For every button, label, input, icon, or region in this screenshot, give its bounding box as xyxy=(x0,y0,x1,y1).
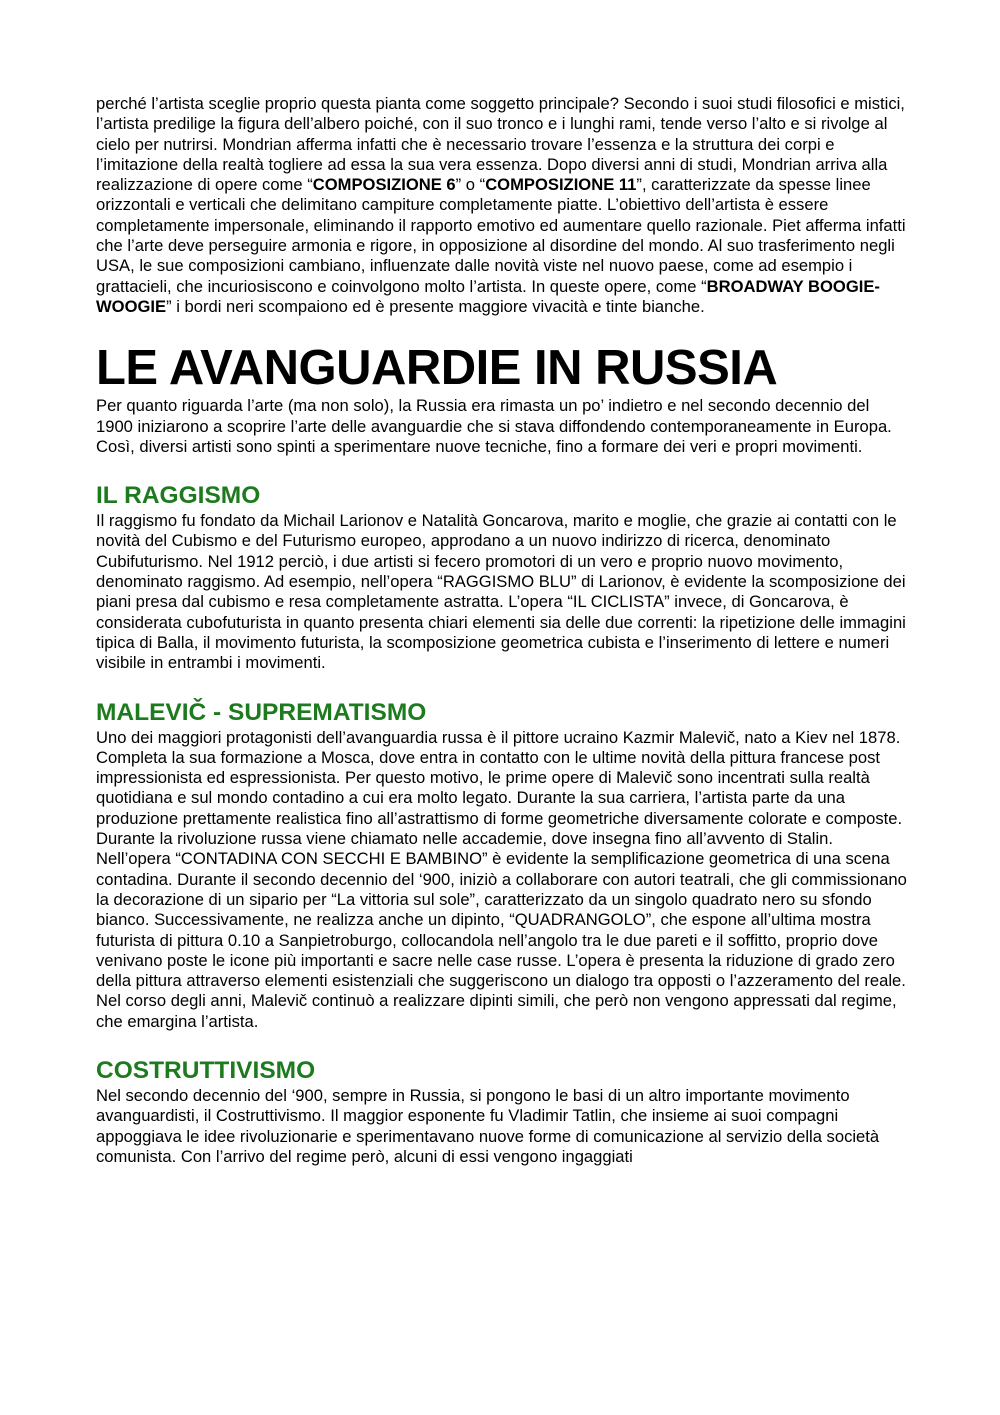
intro-text-2: ” o “ xyxy=(455,175,486,195)
section-body-costruttivismo: Nel secondo decennio del ‘900, sempre in Russia, si pongono le basi di un altro importante movimento avanguardisti, il Costruttivismo. Il maggior esponente fu Vladimir Tatlin, che insieme ai suoi compagni appoggiava le idee rivoluzionarie e sperimentavano nuove forme di comunicazione al servizio della società comunista. Con l’arrivo del regime però, alcuni di essi vengono ingaggiati xyxy=(96,1085,880,1166)
section-body-suprematismo: Uno dei maggiori protagonisti dell’avanguardia russa è il pittore ucraino Kazmir Malevič, nato a Kiev nel 1878. Completa la sua formazione a Mosca, dove entra in contatto con le ultime novità della pittura francese post impressionista ed espressionista. Per questo motivo, le prime opere di Malevič sono incentrati sulla realtà quotidiana e sul mondo contadino a cui era molto legato. Durante la sua carriera, l’artista parte da una produzione prettamente realistica fino all’astrattismo di forme geometriche diversamente colorate e composte. Durante la rivoluzione russa viene chiamato nelle accademie, dove insegna fino all’avvento di Stalin. Nell’opera “CONTADINA CON SECCHI E BAMBINO” è evidente la semplificazione geometrica di una scena contadina. Durante il secondo decennio del ‘900, iniziò a collaborare con autori teatrali, che gli commissionano la decorazione di un sipario per “La vittoria sul sole”, caratterizzato da un singolo quadrato nero su sfondo bianco. Successivamente, ne realizza anche un dipinto, “QUADRANGOLO”, che espone all’ultima mostra futurista di pittura 0.10 a Sanpietroburgo, collocandola nell’angolo tra le due pareti e il soffitto, proprio dove venivano poste le icone più importanti e sacre nelle case russe. L’opera è presenta la riduzione di grado zero della pittura attraverso elementi esistenziali che suggeriscono un dialogo tra opposti o l’azzeramento del reale. Nel corso degli anni, Malevič continuò a realizzare dipinti simili, che però non vengono appressati dal regime, che emargina l’artista. xyxy=(96,727,907,1031)
intro-text-1: perché l’artista sceglie proprio questa pianta come soggetto principale? Secondo i suoi studi filosofici e mistici, l’artista predilige la figura dell’albero poiché, con il suo tronco e i lunghi rami, tende verso l’alto e si rivolge al cielo per nutrirsi. Mondrian afferma infatti che è necessario trovare l’essenza e la struttura dei corpi e l’imitazione della realtà togliere ad essa la sua vera essenza. Dopo diversi anni di studi, Mondrian arriva alla realizzazione di opere come “ xyxy=(96,94,905,195)
main-intro-paragraph: Per quanto riguarda l’arte (ma non solo), la Russia era rimasta un po’ indietro e nel secondo decennio del 1900 iniziarono a scoprire l’arte delle avanguardie che si stava diffondendo contemporaneamente in Europa. Così, diversi artisti sono spinti a sperimentare nuove tecniche, fino a formare dei veri e propri movimenti. xyxy=(96,396,892,456)
section-heading-raggismo: IL RAGGISMO xyxy=(96,482,261,510)
section-body-raggismo: Il raggismo fu fondato da Michail Larionov e Natalità Goncarova, marito e moglie, che grazie ai contatti con le novità del Cubismo e del Futurismo europeo, approdano a un nuovo indirizzo di ricerca, denominato Cubifuturismo. Nel 1912 perciò, i due artisti si fecero promotori di un vero e proprio nuovo movimento, denominato raggismo. Ad esempio, nell’opera “RAGGISMO BLU” di Larionov, è evidente la scomposizione dei piani presa dal cubismo e resa completamente astratta. L’opera “IL CICLISTA” invece, di Goncarova, è considerata cubofuturista in quanto presenta chiari elementi sia delle due correnti: la ripetizione delle immagini tipica di Balla, il movimento futurista, la scomposizione geometrica cubista e l’inserimento di lettere e numeri visibile in entrambi i movimenti. xyxy=(96,511,906,673)
intro-text-4: ” i bordi neri scompaiono ed è presente maggiore vivacità e tinte bianche. xyxy=(166,296,705,316)
main-title: LE AVANGUARDIE IN RUSSIA xyxy=(96,341,778,396)
document-page xyxy=(96,94,908,1167)
artwork-title-composizione-6: COMPOSIZIONE 6 xyxy=(312,175,456,195)
section-heading-suprematismo: MALEVIČ - SUPREMATISMO xyxy=(96,698,427,726)
intro-paragraph xyxy=(96,94,908,317)
artwork-title-broadway-boogie-woogie: BROADWAY BOOGIE-WOOGIE xyxy=(96,276,880,316)
section-heading-costruttivismo: COSTRUTTIVISMO xyxy=(96,1056,316,1084)
intro-text-3: ”, caratterizzate da spesse linee orizzontali e verticali che delimitano campiture completamente piatte. L’obiettivo dell’artista è essere completamente impersonale, eliminando il rapporto emotivo ed aumentare quello razionale. Piet afferma infatti che l’arte deve perseguire armonia e rigore, in opposizione al disordine del mondo. Al suo trasferimento negli USA, le sue composizioni cambiano, influenzate dalle novità viste nel nuovo paese, come ad esempio i grattacieli, che incuriosiscono e coinvolgono molto l’artista. In queste opere, come “ xyxy=(96,175,906,296)
artwork-title-composizione-11: COMPOSIZIONE 11 xyxy=(485,175,637,195)
